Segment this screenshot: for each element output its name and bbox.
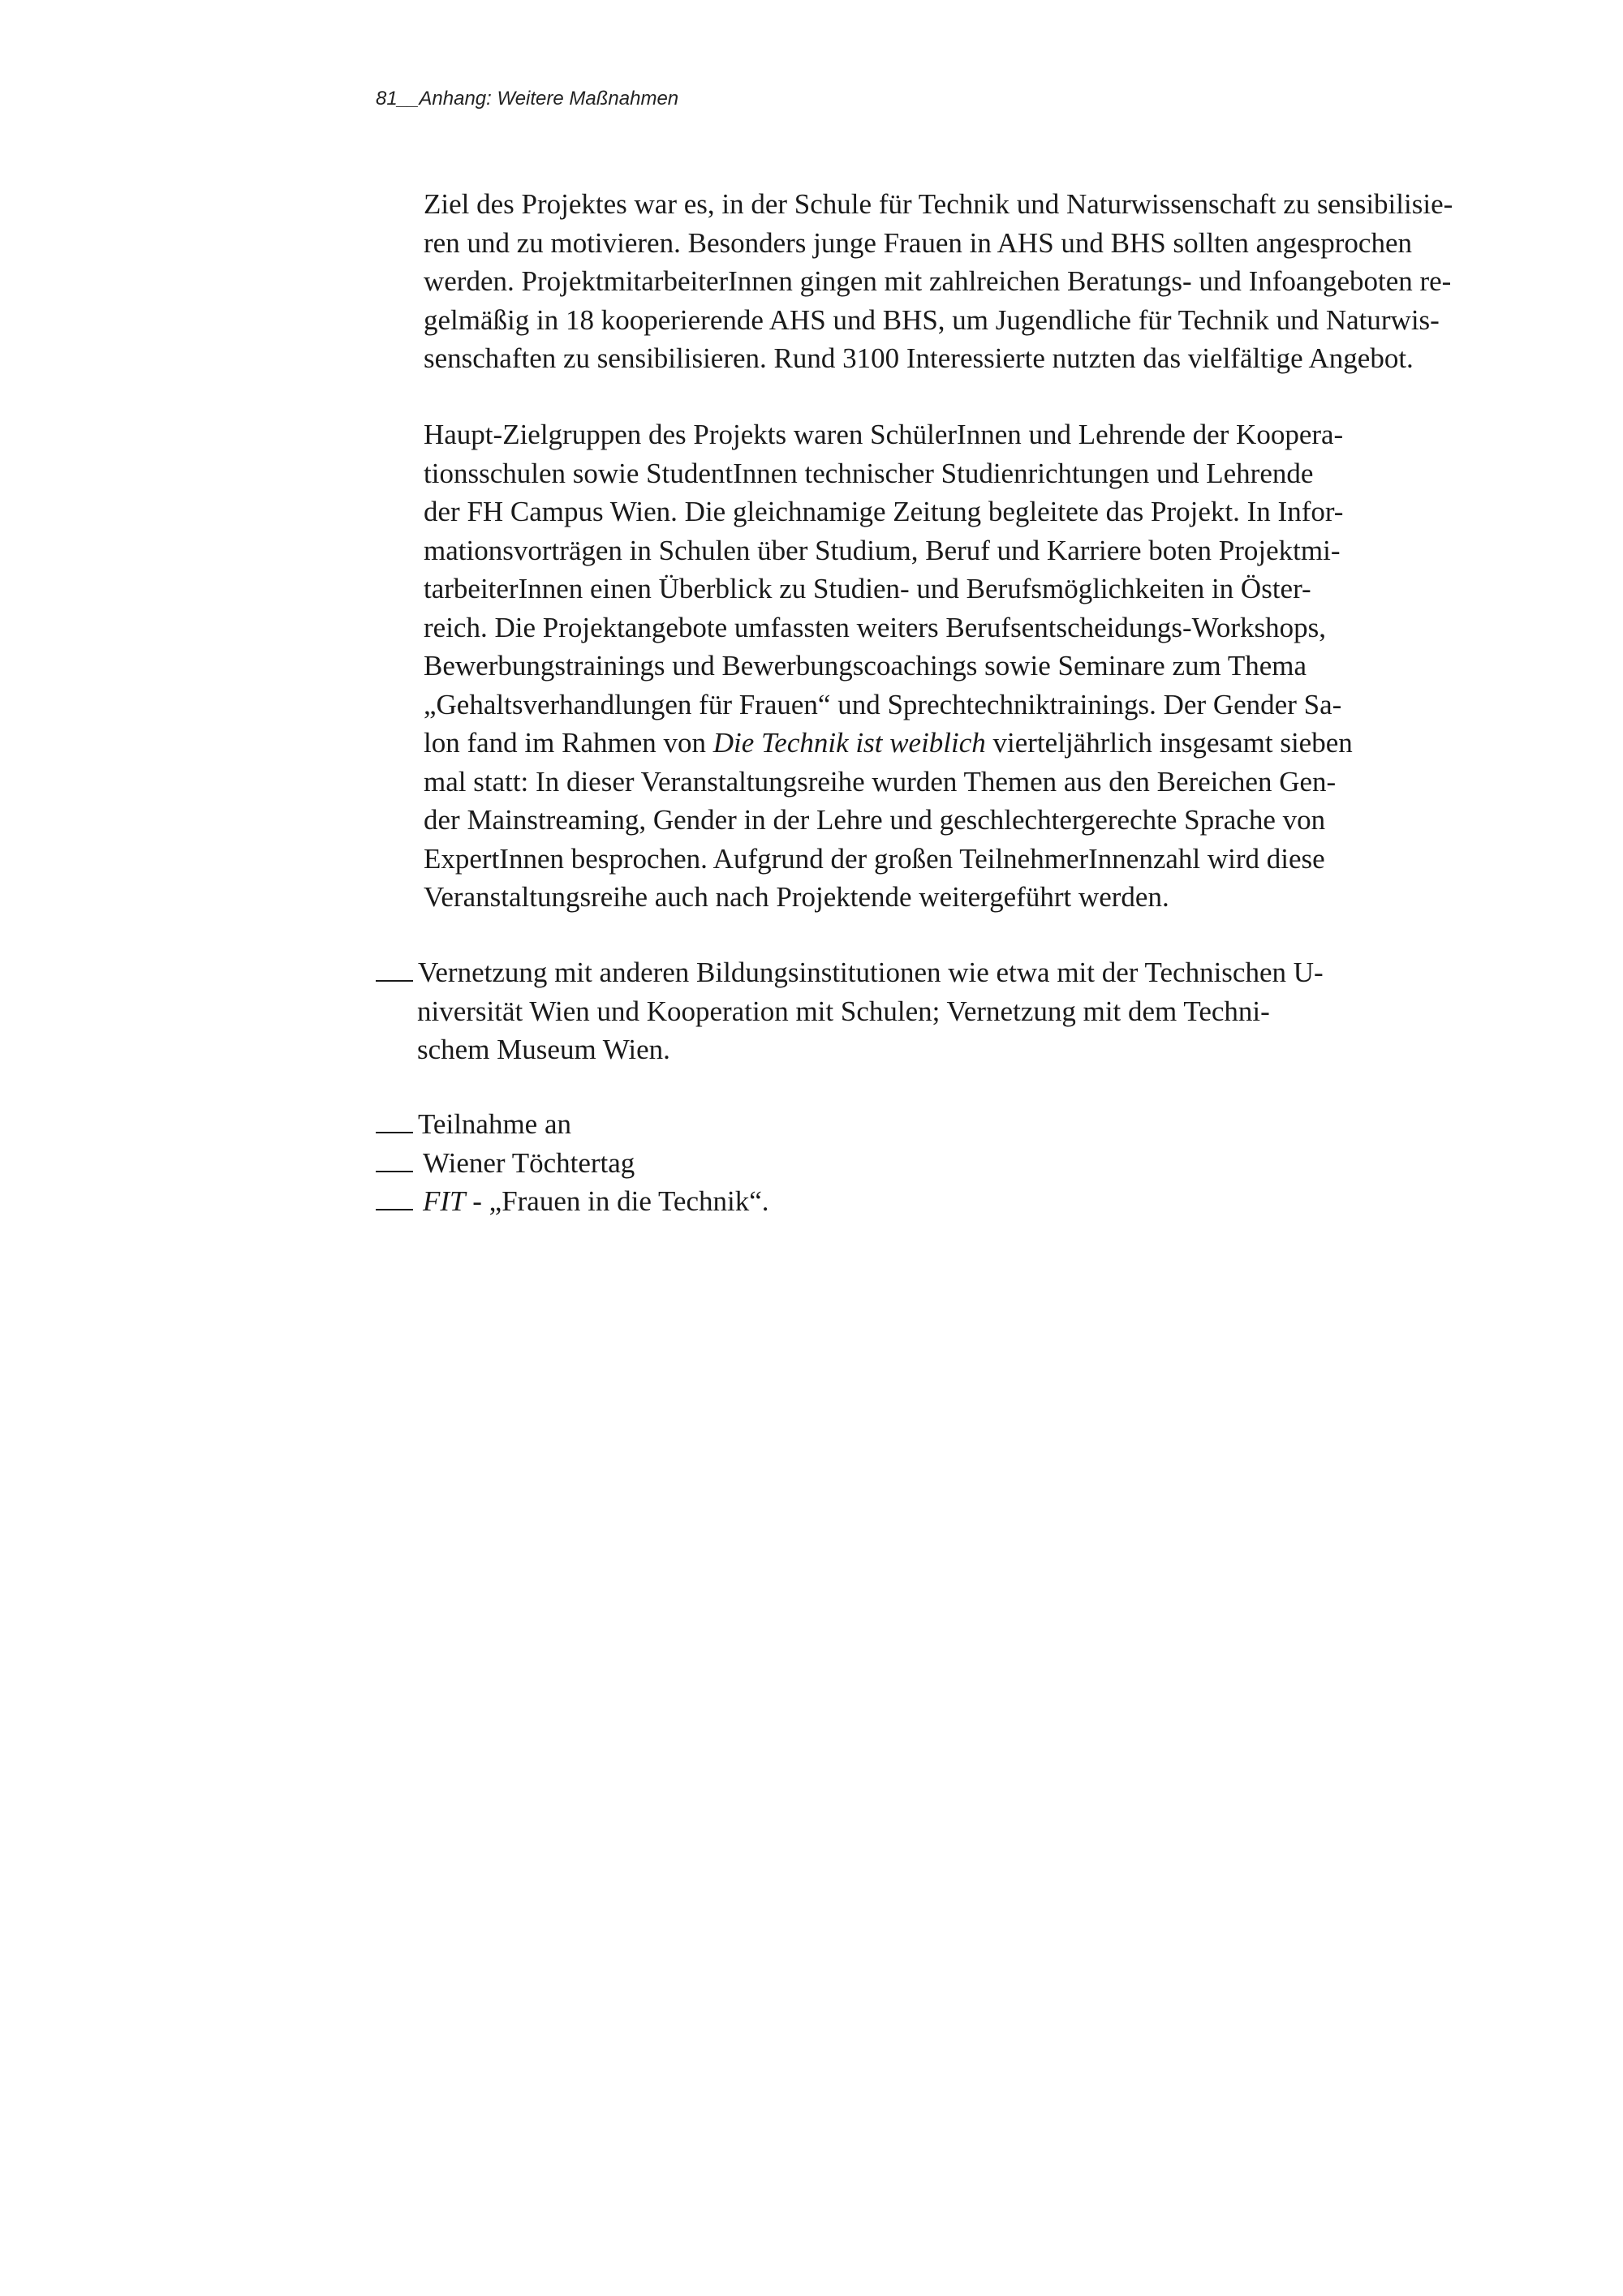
page-number: 81 xyxy=(376,88,398,110)
bullet-text: Vernetzung mit anderen Bildungsinstitutionen wie etwa mit der Technischen U- xyxy=(418,957,1324,988)
bullet-dash xyxy=(376,1209,413,1210)
paragraph-line: mationsvorträgen in Schulen über Studium, Beruf und Karriere boten Projektmi- xyxy=(424,534,1341,566)
bullet-text: Teilnahme an xyxy=(418,1108,571,1140)
header-separator: __ xyxy=(397,88,420,110)
paragraph-line: werden. ProjektmitarbeiterInnen gingen mit zahlreichen Beratungs- und Infoangeboten re- xyxy=(424,265,1452,297)
paragraph-line: der FH Campus Wien. Die gleichnamige Zeitung begleitete das Projekt. In Infor- xyxy=(424,496,1344,527)
sub-bullet-text: Wiener Töchtertag xyxy=(423,1146,635,1179)
paragraph-line: ExpertInnen besprochen. Aufgrund der großen TeilnehmerInnenzahl wird diese xyxy=(424,842,1325,875)
paragraph-line: gelmäßig in 18 kooperierende AHS und BHS, um Jugendliche für Technik und Naturwis- xyxy=(424,303,1440,336)
sub-bullet-item xyxy=(376,1144,769,1183)
paragraph-line: Haupt-Zielgruppen des Projekts waren SchülerInnen und Lehrende der Kooperа- xyxy=(424,419,1344,450)
paragraph-line: Veranstaltungsreihe auch nach Projektende weitergeführt werden. xyxy=(424,881,1169,913)
paragraph-line: tarbeiterInnen einen Überblick zu Studien- und Berufsmöglichkeiten in Öster- xyxy=(424,573,1311,604)
bullet-first-line xyxy=(376,1105,769,1144)
paragraph-line: tionsschulen sowie StudentInnen technischer Studienrichtungen und Lehrende xyxy=(424,457,1314,489)
page-header xyxy=(376,88,678,110)
paragraph-target-groups xyxy=(424,415,1576,917)
project-title-italic: Die Technik ist weiblich xyxy=(712,727,986,759)
fit-italic: FIT xyxy=(423,1185,466,1217)
bullet-participation xyxy=(376,1105,769,1221)
bullet-dash xyxy=(376,1132,413,1133)
paragraph-line: der Mainstreaming, Gender in der Lehre und geschlechtergerechte Sprache von xyxy=(424,804,1326,836)
bullet-continuation: schem Museum Wien. xyxy=(417,1034,670,1065)
paragraph-line: ren und zu motivieren. Besonders junge Frauen in AHS und BHS sollten angesprochen xyxy=(424,226,1412,259)
bullet-continuation: niversität Wien und Kooperation mit Schulen; Vernetzung mit dem Techni- xyxy=(417,995,1270,1027)
paragraph-line: Bewerbungstrainings und Bewerbungscoachings sowie Seminare zum Thema xyxy=(424,650,1307,681)
paragraph-line: mal statt: In dieser Veranstaltungsreihe wurden Themen aus den Bereichen Gen- xyxy=(424,765,1337,798)
bullet-dash xyxy=(376,980,413,982)
paragraph-project-goal xyxy=(424,185,1576,378)
bullet-first-line xyxy=(376,953,1324,992)
header-title: Anhang: Weitere Maßnahmen xyxy=(419,88,679,110)
bullet-dash xyxy=(376,1171,413,1172)
paragraph-line: „Gehaltsverhandlungen für Frauen“ und Sprechtechniktrainings. Der Gender Sa- xyxy=(424,688,1342,720)
paragraph-line-with-title xyxy=(424,724,1576,763)
text-run: vierteljährlich insgesamt sieben xyxy=(985,727,1353,759)
paragraph-line: reich. Die Projektangebote umfassten weiters Berufsentscheidungs-Workshops, xyxy=(424,611,1327,643)
paragraph-line: senschaften zu sensibilisieren. Rund 3100 Interessierte nutzten das vielfältige Angebot. xyxy=(424,342,1414,374)
sub-bullet-text: - „Frauen in die Technik“. xyxy=(465,1185,769,1217)
text-run: lon fand im Rahmen von xyxy=(424,727,713,759)
sub-bullet-item xyxy=(376,1182,769,1221)
paragraph-line: Ziel des Projektes war es, in der Schule für Technik und Naturwissenschaft zu sensibilisie- xyxy=(424,188,1453,220)
bullet-networking xyxy=(376,953,1324,1069)
